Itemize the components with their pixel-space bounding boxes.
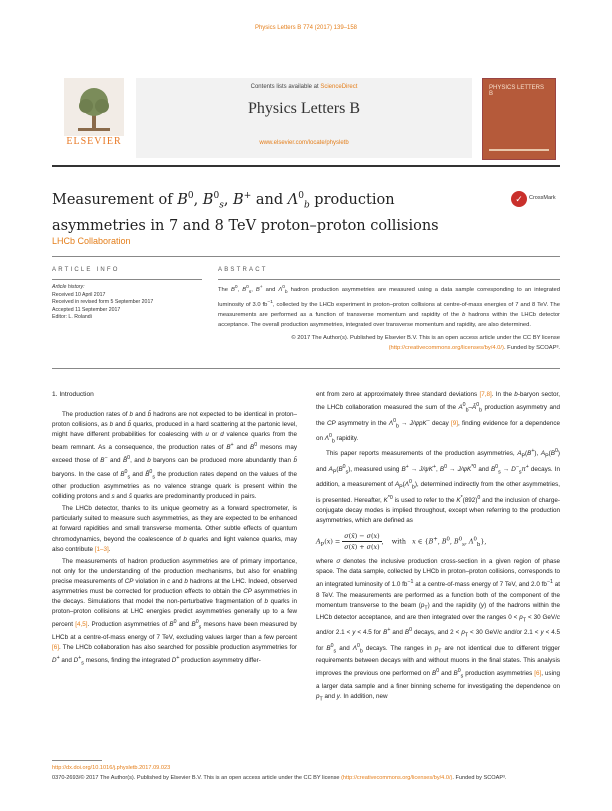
history-line: Accepted 11 September 2017 [52,306,121,313]
section-heading: 1. Introduction [52,391,94,398]
body-paragraph: The production rates of b and b̄ hadrons are not expected to be identical in proton–proton collisions, as b and b̄ quarks, produced in a hard scattering at the partonic level, might have different probabilities for coalescing with u or d valence quarks from the beam remnant. As a consequence, the production rates of B+ and $B^0$ mesons may exceed those of B− and B̄$^0$, and b baryons can be produced more abundantly than b̄ baryons. In the case of $B^0_s$ and B̄$^0_s$ the production rates depend on the values of the other production asymmetries as no valence strange quark is present within the colliding protons and s and s̄ quarks are predominantly produced in pairs. [52,411,297,501]
divider [218,279,560,280]
copyright-footer [52,774,560,783]
article-history [52,284,202,322]
publisher-logo[interactable] [58,78,130,158]
sciencedirect-link[interactable]: ScienceDirect [320,84,358,90]
article-title: Measurement of $B^0$, $B^0_s$, B+ and $\Lambda^0_b$ production asymmetries in 7 and 8 TeV proton–proton collisions [52,191,439,234]
journal-title: Physics Letters B [248,100,360,117]
contents-prefix: Contents lists available at [250,84,321,90]
license-suffix: . Funded by SCOAP³. [503,345,560,351]
contents-line [136,84,472,90]
author-link[interactable]: LHCb Collaboration [52,236,131,246]
copyright-prefix: 0370-2693/© 2017 The Author(s). Published by Elsevier B.V. This is an open access article under the CC BY license [52,775,342,781]
footer-rule [52,760,102,761]
body-paragraph: ent from zero at approximately three standard deviations [7,8]. In the b-baryon sector, the LHCb collaboration measured the sum of the $A^0_b-Ā^0_b$ production asymmetry and the CP asymmetry in the $\Lambda^0_b \to J/\psi pK^-$ decay [9], finding evidence for a dependence on $\Lambda^0_b$ rapidity. [316,391,560,445]
journal-homepage-link[interactable]: www.elsevier.com/locate/physletb [259,140,349,146]
body-column-right [316,390,560,704]
journal-header-band [136,78,472,158]
crossmark-button[interactable] [511,191,561,219]
abstract-license [218,333,560,353]
body-paragraph: The LHCb detector, thanks to its unique geometry as a forward spectrometer, is particularly suited to measure such asymmetries, as they are expected to be enhanced at forward rapidities and small transverse momenta. Other subtle effects of quantum chromodynamics, beyond the coalescence of b quarks and light valence quarks, may also contribute [1–3]. [52,505,297,553]
copyright-license-link[interactable]: (http://creativecommons.org/licenses/by/4.0/) [341,775,453,781]
history-line: Editor: L. Rolandi [52,314,92,321]
history-line: Received in revised form 5 September 2017 [52,299,154,306]
article-info-heading: ARTICLE INFO [52,267,120,273]
divider [52,368,560,369]
elsevier-tree-logo-icon [74,84,114,132]
abstract-heading: ABSTRACT [218,267,268,273]
crossmark-icon: ✓ [511,191,527,207]
body-paragraph: This paper reports measurements of the production asymmetries, $A_P(B^+)$, $A_P(B^0)$ and $A_P(B^0_s)$, measured using B+ → J/ψK+, $B^0 \to J/\psi K^{*0}$ and $B^0_s \to D^-_s\pi^+$ decays. In addition, a measurement of $A_P(\Lambda^0_b)$, determined indirectly from the other asymmetries, is presented. Hereafter, $K^{*0}$ is used to refer to the $K^*(892)^0$ and the inclusion of charge-conjugate decay modes is implied throughout, except when referring to the production asymmetries, which are defined as [316,448,561,524]
journal-reference[interactable]: Physics Letters B 774 (2017) 139–158 [254,25,358,31]
equation: $A_P(x)$ = $\frac{\sigma(x̄) - \sigma(x)}{\sigma(x̄) + \sigma(x)}$ , with x ∈ {B+, $B^0$, $B^0_s$, $\Lambda^0_b$}, [316,532,487,552]
abstract-text: The $B^0$, $B^0_s$, B+ and $\Lambda^0_b$ hadron production asymmetries are measured using a data sample corresponding to an integrated luminosity of 3.0 $fb^{-1}$, collected by the LHCb experiment in proton–proton collisions at centre-of-mass energies of 7 and 8 TeV. The measurements are performed as a function of transverse momentum and rapidity of the b hadrons within the LHCb detector acceptance. The overall production asymmetries, integrated over transverse momentum and rapidity, are also determined. [218,285,560,328]
doi-link[interactable]: http://dx.doi.org/10.1016/j.physletb.2017.09.023 [52,765,171,771]
masthead [58,78,554,160]
journal-cover-thumbnail[interactable] [482,78,556,160]
license-link[interactable]: (http://creativecommons.org/licenses/by/4.0/) [388,345,504,351]
header-rule [52,165,560,167]
cover-decoration [489,149,549,151]
body-paragraph: where σ denotes the inclusive production cross-section in a given region of phase space. The data sample, collected by LHCb in proton–proton collisions, corresponds to an integrated luminosity of 1.0 $fb^{-1}$ at a centre-of-mass energy of 7 TeV, and 2.0 $fb^{-1}$ at 8 TeV. The measurements are performed as a function both of the component of the momentum transverse to the beam $(p_T)$ and the rapidity (y) of the hadrons within the LHCb detector acceptance, and are then integrated over the ranges $0 < p_T < 30$ GeV/c and/or 2.1 < y < 4.5 for B+ and $B^0$ decays, and $2 < p_T < 30$ GeV/c and/or 2.1 < y < 4.5 for $B^0_s$ and $\Lambda^0_b$ decays. The ranges in $p_T$ are not identical due to different trigger requirements between decays with and without muons in the final states. This analysis improves the previous one performed on $B^0$ and $B^0_s$ production asymmetries [6], using a larger data sample and a finer binning scheme for investigating the dependence on $p_T$ and y. In addition, new [316,558,561,703]
body-paragraph: The measurements of hadron production asymmetries are of primary importance, not only for the understanding of the production mechanisms, but also for enabling precise measurements of CP violation in c and b hadrons at the LHC. Indeed, observed asymmetries must be corrected for production effects to obtain the CP asymmetries in the decays. Simulations that model the non-perturbative fragmentation of b quarks in proton–proton collisions at LHC energies predict asymmetries generally up to a few percent [4,5]. Production asymmetries of $B^0$ and $B^0_s$ mesons have been measured by LHCb at a centre-of-mass energy of 7 TeV, excluding values larger than a few percent [6]. The LHCb collaboration has also searched for possible production asymmetries for D+ and $D^+_s$ mesons, finding the integrated D+ production asymmetry differ- [52,557,297,667]
history-line: Article history: [52,284,85,290]
body-column-left [52,410,297,668]
license-prefix: © 2017 The Author(s). Published by Elsevier B.V. This is an open access article under the CC BY license [291,335,560,341]
history-line: Received 10 April 2017 [52,291,106,298]
publisher-name: ELSEVIER [66,136,122,147]
divider [52,279,202,280]
divider [52,256,560,257]
crossmark-label: CrossMark [529,195,556,201]
copyright-suffix: . Funded by SCOAP³. [452,775,507,781]
cover-title: PHYSICS LETTERS B [489,85,545,97]
